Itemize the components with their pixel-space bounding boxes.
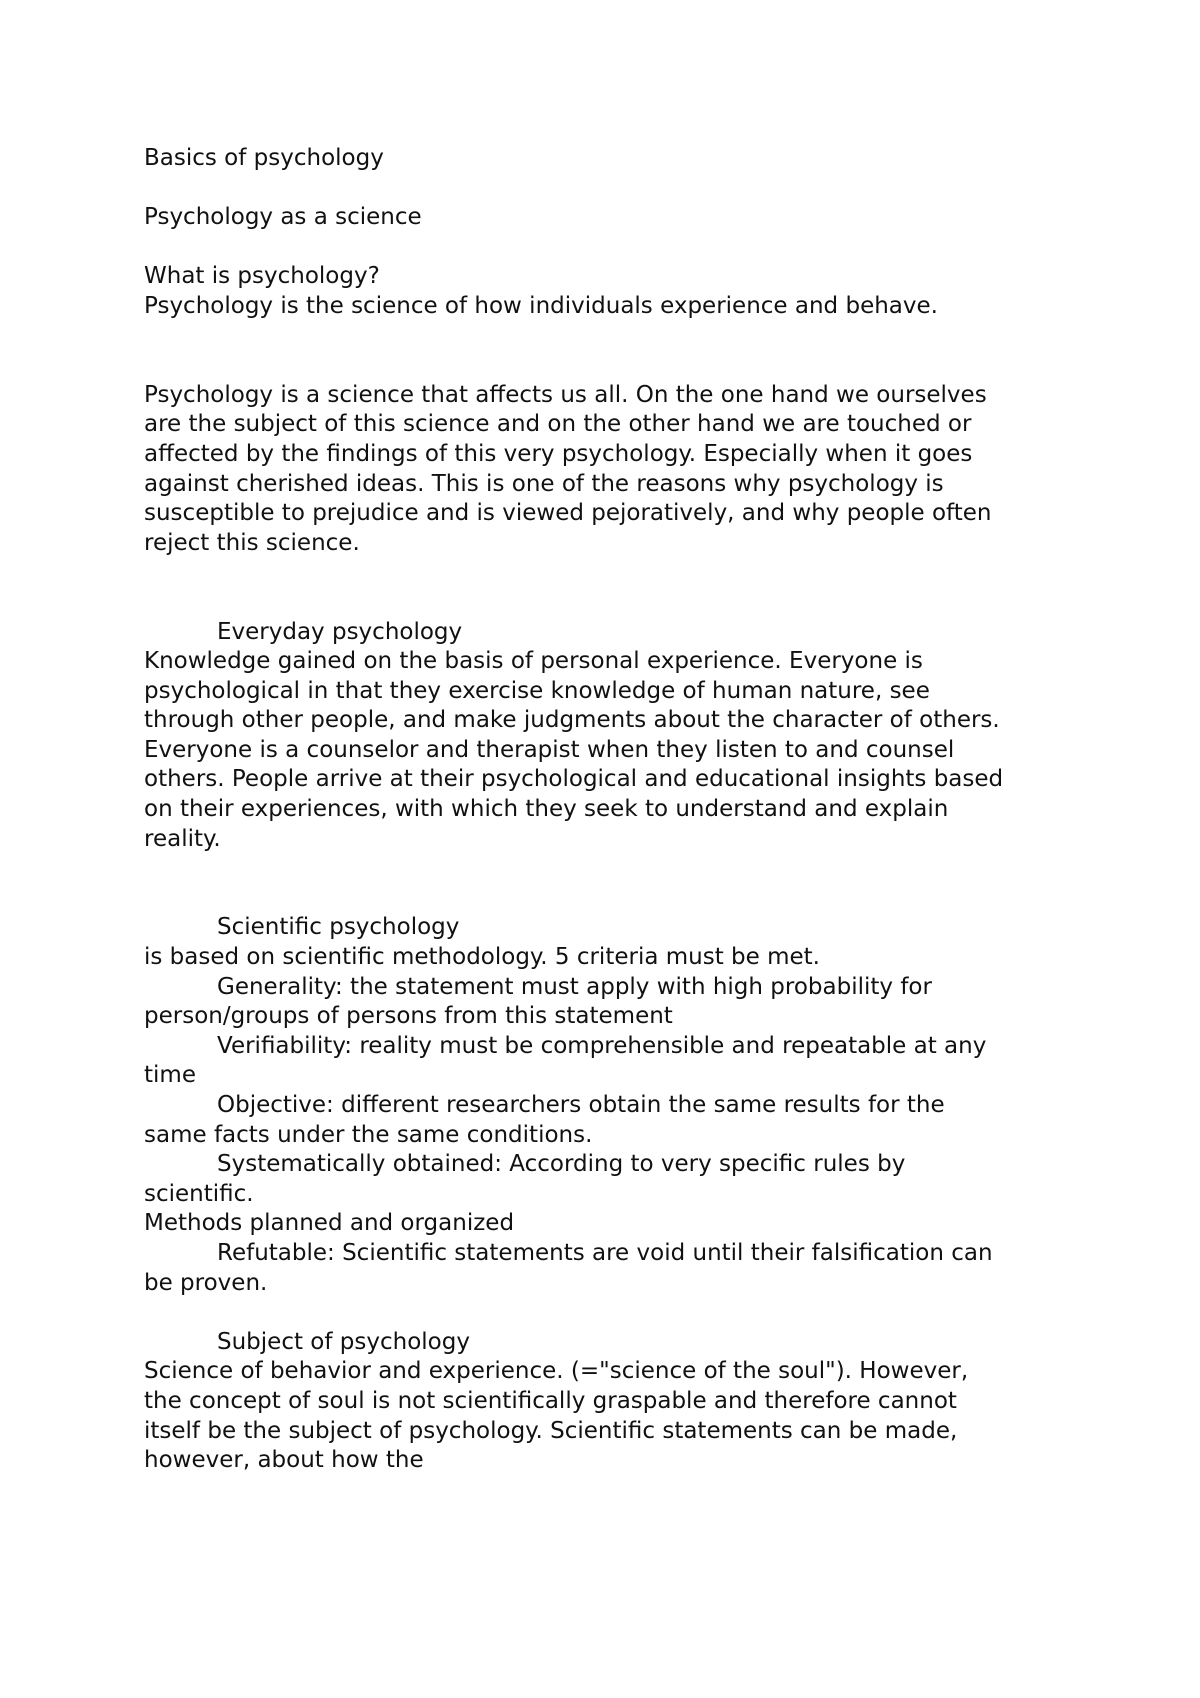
criterion-refutable: Refutable: Scientific statements are void until their falsification can [217,1239,993,1266]
spacer [144,558,1074,617]
paragraph-line: Methods planned and organized [144,1210,515,1237]
criterion-generality: Generality: the statement must apply with high probability for [217,973,932,1000]
paragraph-line: reality. [144,825,221,852]
section-heading-subject: Subject of psychology [217,1328,470,1355]
spacer [144,322,1074,381]
paragraph-line: scientific. [144,1180,254,1207]
document-title: Basics of psychology [144,145,384,171]
spacer [144,233,1074,263]
paragraph-line: others. People arrive at their psychological and educational insights based [144,766,1004,793]
paragraph-line: are the subject of this science and on the other hand we are touched or [144,411,972,438]
intro-paragraph [144,381,1074,559]
paragraph-line: is based on scientific methodology. 5 criteria must be met. [144,944,820,971]
scientific-section [144,913,1074,1298]
question-line: What is psychology? [144,263,380,290]
paragraph-line: psychological in that they exercise knowledge of human nature, see [144,677,930,704]
criterion-systematic: Systematically obtained: According to very specific rules by [217,1151,906,1178]
spacer [144,854,1074,913]
paragraph-line: same facts under the same conditions. [144,1121,593,1148]
section-heading-scientific: Scientific psychology [217,914,460,941]
document-body [144,144,1074,1476]
paragraph-line: through other people, and make judgments about the character of others. [144,707,1000,734]
paragraph-line: on their experiences, with which they seek to understand and explain [144,796,949,823]
paragraph-line: time [144,1062,196,1089]
paragraph-line: itself be the subject of psychology. Scientific statements can be made, [144,1417,958,1444]
criterion-objective: Objective: different researchers obtain the same results for the [217,1092,945,1118]
paragraph-line: Psychology is a science that affects us all. On the one hand we ourselves [144,381,987,408]
paragraph-line: against cherished ideas. This is one of the reasons why psychology is [144,470,944,497]
spacer [144,174,1074,204]
paragraph-line: person/groups of persons from this statement [144,1003,673,1030]
paragraph-line: Knowledge gained on the basis of personal experience. Everyone is [144,648,923,675]
paragraph-line: reject this science. [144,529,360,556]
paragraph-line: the concept of soul is not scientifically graspable and therefore cannot [144,1387,957,1414]
paragraph-line: affected by the findings of this very psychology. Especially when it goes [144,440,973,467]
document-subtitle: Psychology as a science [144,204,422,231]
spacer [144,1298,1074,1328]
paragraph-line: however, about how the [144,1447,424,1474]
definition-line: Psychology is the science of how individuals experience and behave. [144,292,938,319]
criterion-verifiability: Verifiability: reality must be comprehensible and repeatable at any [217,1032,987,1059]
subject-section [144,1328,1074,1476]
paragraph-line: Everyone is a counselor and therapist when they listen to and counsel [144,736,955,763]
paragraph-line: susceptible to prejudice and is viewed pejoratively, and why people often [144,500,992,527]
paragraph-line: Science of behavior and experience. (="science of the soul"). However, [144,1358,969,1385]
paragraph-line: be proven. [144,1269,268,1296]
section-heading-everyday: Everyday psychology [217,618,463,645]
everyday-section [144,618,1074,855]
